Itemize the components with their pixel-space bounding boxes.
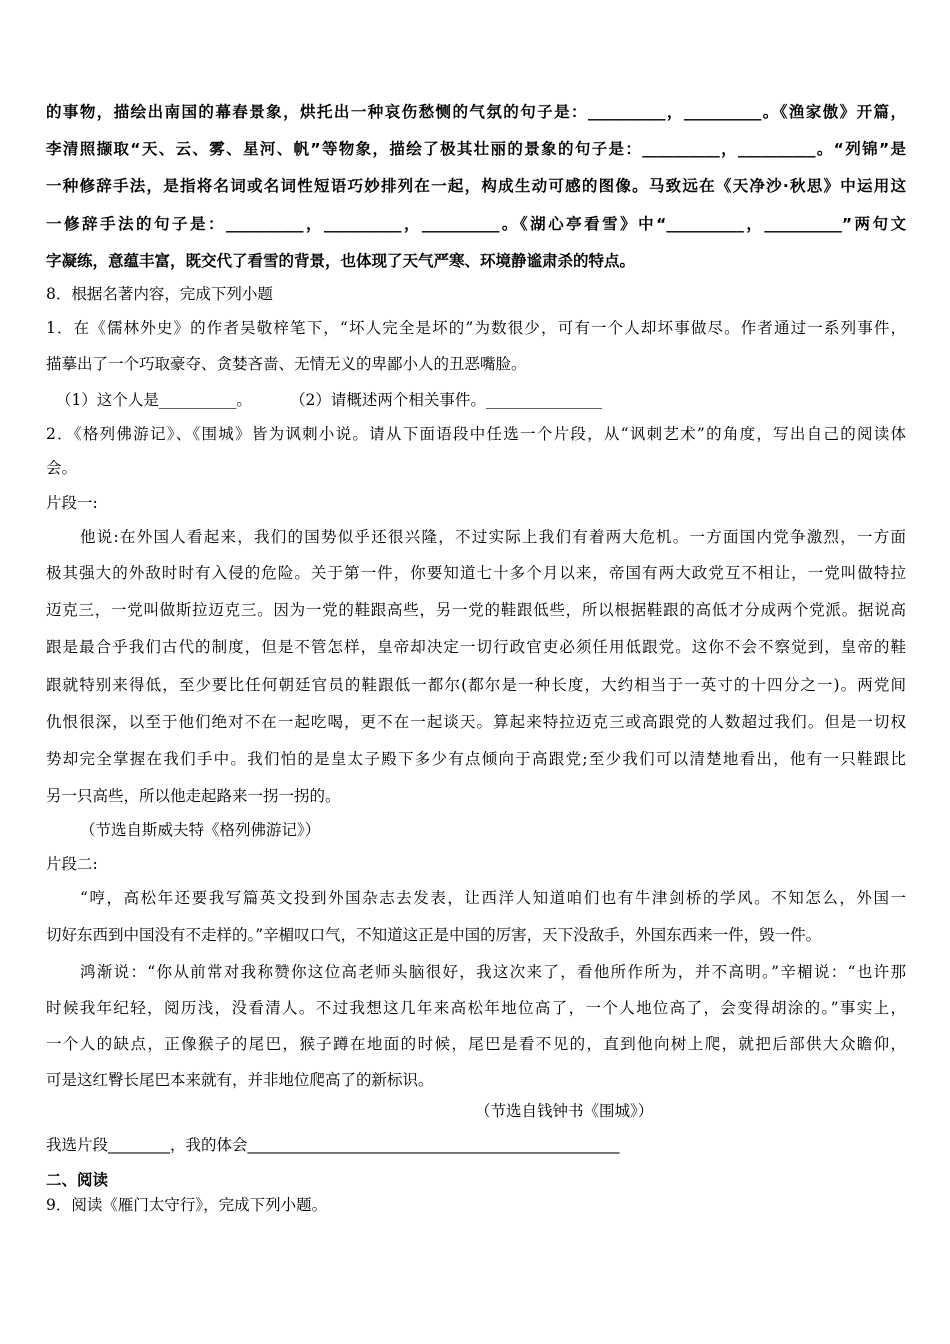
text-line: 另一只高些，所以他走起路来一拐一拐的。 <box>46 787 341 805</box>
fragment-2-source: （节选自钱钟书《围城》） <box>475 1102 654 1120</box>
text-line: 字凝练，意蕴丰富，既交代了看雪的背景，也体现了天气严寒、环境静谧肃杀的特点。 <box>46 252 636 270</box>
text-line: 的事物，描绘出南国的幕春景象，烘托出一种哀伤愁恻的气氛的句子是：__________，__________。《渔家傲》开篇， <box>46 103 906 121</box>
text-line: 他说:在外国人看起来，我们的国势似乎还很兴隆，不过实际上我们有着两大危机。一方面国内党争激烈，一方面 <box>80 528 906 546</box>
text-line: 时候我年纪轻，阅历浅，没看清人。不过我想这几年来高松年地位高了，一个人地位高了，会变得胡涂的。”事实上， <box>46 999 906 1017</box>
text-line: 仇恨很深，以至于他们绝对不在一起吃喝，更不在一起谈天。算起来特拉迈克三或高跟党的人数超过我们。但是一切权 <box>46 713 906 731</box>
fragment-1-source: （节选自斯威夫特《格列佛游记》） <box>80 821 321 839</box>
text-line: 极其强大的外敌时时有入侵的危险。关于第一件，你要知道七十多个月以来，帝国有两大政党互不相让，一党叫做特拉 <box>46 564 906 582</box>
text-line: 迈克三，一党叫做斯拉迈克三。因为一党的鞋跟高些，另一党的鞋跟低些，所以根据鞋跟的高低才分成两个党派。据说高 <box>46 601 906 619</box>
fragment-2-label: 片段二: <box>46 855 98 873</box>
text-line: 跟就特别来得低，至少要比任何朝廷官员的鞋跟低一都尔(都尔是一种长度，大约相当于一英寸的十四分之一)。两党间 <box>46 676 906 694</box>
text-line: 1．在《儒林外史》的作者吴敬梓笔下，“坏人完全是坏的”为数很少，可有一个人却坏事做尽。作者通过一系列事件， <box>46 319 906 337</box>
text-line: 势却完全掌握在我们手中。我们怕的是皇太子殿下多少有点倾向于高跟党;至少我们可以清楚地看出，他有一只鞋跟比 <box>46 750 906 768</box>
text-line: 一种修辞手法，是指将名词或名词性短语巧妙排列在一起，构成生动可感的图像。马致远在《天净沙·秋思》中运用这 <box>46 177 906 195</box>
text-line: 一个人的缺点，正像猴子的尾巴，猴子蹲在地面的时候，尾巴是看不见的，直到他向树上爬，就把后部供大众瞻仰， <box>46 1035 906 1053</box>
question-8-1-2: （2）请概述两个相关事件。_______________ <box>290 391 603 409</box>
text-line: “哼，高松年还要我写篇英文投到外国杂志去发表，让西洋人知道咱们也有牛津剑桥的学风。不知怎么，外国一 <box>80 889 906 907</box>
text-line: 描摹出了一个巧取豪夺、贪婪吝啬、无情无义的卑鄙小人的丑恶嘴脸。 <box>46 355 527 373</box>
text-line: 一修辞手法的句子是：__________，__________，__________。《湖心亭看雪》中“__________，__________”两句文 <box>46 215 906 233</box>
question-9-title: 9．阅读《雁门太守行》，完成下列小题。 <box>46 1196 328 1214</box>
question-8-title: 8．根据名著内容，完成下列小题 <box>46 285 273 303</box>
text-line: 切好东西到中国没有不走样的。”辛楣叹口气，不知道这正是中国的厉害，天下没敌手，外国东西来一件，毁一件。 <box>46 926 822 944</box>
text-line: 鸿渐说：“你从前常对我称赞你这位高老师头脑很好，我这次来了，看他所作所为，并不高明。”辛楣说：“也许那 <box>80 963 906 981</box>
section-heading: 二、阅读 <box>46 1171 109 1189</box>
text-line: 可是这红臀长尾巴本来就有，并非地位爬高了的新标识。 <box>46 1071 434 1089</box>
text-line: 会。 <box>46 459 78 477</box>
question-8-1-1: （1）这个人是__________。 <box>56 391 252 409</box>
text-line: 跟是最合乎我们古代的制度，但是不管怎样，皇帝却决定一切行政官吏必须任用低跟党。这你不会不察觉到，皇帝的鞋 <box>46 638 906 656</box>
text-line: 李清照撷取“天、云、雾、星河、帆”等物象，描绘了极其壮丽的景象的句子是：__________，__________。“列锦”是 <box>46 140 906 158</box>
text-line: 2．《格列佛游记》、《围城》皆为讽刺小说。请从下面语段中任选一个片段，从“讽刺艺术”的角度，写出自己的阅读体 <box>46 425 906 443</box>
answer-line: 我选片段________，我的体会________________________________________________ <box>46 1136 620 1154</box>
fragment-1-label: 片段一: <box>46 494 98 512</box>
